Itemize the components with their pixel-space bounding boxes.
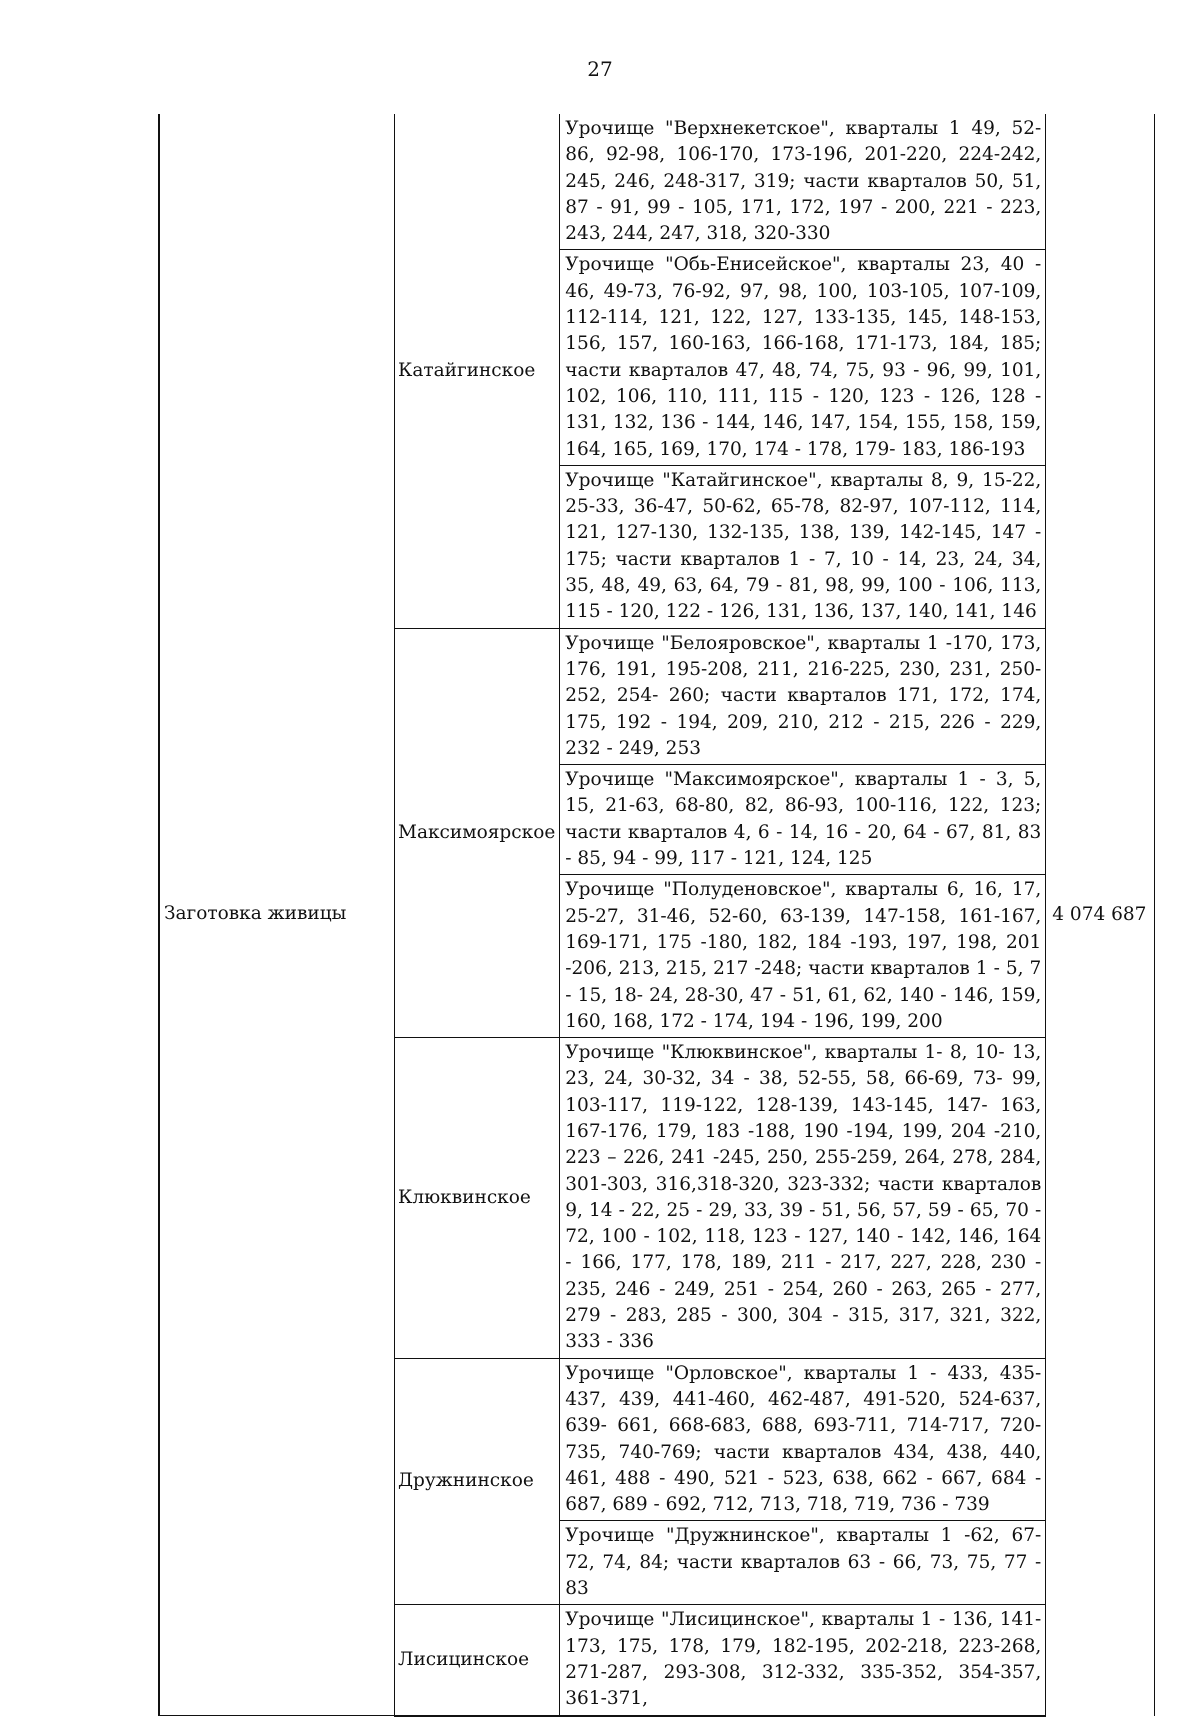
forestry-cell: Максимоярское — [395, 628, 560, 1037]
forestry-cell: Дружнинское — [395, 1358, 560, 1605]
tract-cell: Урочище "Обь-Енисейское", кварталы 23, 40 - 46, 49-73, 76-92, 97, 98, 100, 103-105, 107-109, 112-114, 121, 122, 127, 133-135, 145, 148-153, 156, 157, 160-163, 166-168, 171-173, 184, 185; части кварталов 47, 48, 74, 75, 93 - 96, 99, 101, 102, 106, 110, 111, 115 - 120, 123 - 126, 128 - 131, 132, 136 - 144, 146, 147, 154, 155, 158, 159, 164, 165, 169, 170, 174 - 178, 179- 183, 186-193 — [560, 250, 1046, 465]
tract-cell: Урочище "Клюквинское", кварталы 1- 8, 10- 13, 23, 24, 30-32, 34 - 38, 52-55, 58, 66-69, 73- 99, 103-117, 119-122, 128-139, 143-145, 147- 163, 167-176, 179, 183 -188, 190 -194, 199, 204 -210, 223 – 226, 241 -245, 250, 255-259, 264, 278, 284, 301-303, 316,318-320, 323-332; части кварталов 9, 14 - 22, 25 - 29, 33, 39 - 51, 56, 57, 59 - 65, 70 - 72, 100 - 102, 118, 123 - 127, 140 - 142, 146, 164 - 166, 177, 178, 189, 211 - 217, 227, 228, 230 - 235, 246 - 249, 251 - 254, 260 - 263, 265 - 277, 279 - 283, 285 - 300, 304 - 315, 317, 321, 322, 333 - 336 — [560, 1038, 1046, 1359]
tract-cell: Урочище "Дружнинское", кварталы 1 -62, 67-72, 74, 84; части кварталов 63 - 66, 73, 75, 77 - 83 — [560, 1521, 1046, 1605]
tract-cell: Урочище "Верхнекетское", кварталы 1 49, 52-86, 92-98, 106-170, 173-196, 201-220, 224-242, 245, 246, 248-317, 319; части кварталов 50, 51, 87 - 91, 99 - 105, 171, 172, 197 - 200, 221 - 223, 243, 244, 247, 318, 320-330 — [560, 114, 1046, 250]
page-number: 27 — [587, 57, 613, 81]
tract-cell: Урочище "Белояровское", кварталы 1 -170, 173, 176, 191, 195-208, 211, 216-225, 230, 231, 250-252, 254- 260; части кварталов 171, 172, 174, 175, 192 - 194, 209, 210, 212 - 215, 226 - 229, 232 - 249, 253 — [560, 628, 1046, 764]
tract-cell: Урочище "Полуденовское", кварталы 6, 16, 17, 25-27, 31-46, 52-60, 63-139, 147-158, 161-167, 169-171, 175 -180, 182, 184 -193, 197, 198, 201 -206, 213, 215, 217 -248; части кварталов 1 - 5, 7 - 15, 18- 24, 28-30, 47 - 51, 61, 62, 140 - 146, 159, 160, 168, 172 - 174, 194 - 196, 199, 200 — [560, 875, 1046, 1038]
tract-cell: Урочище "Максимоярское", кварталы 1 - 3, 5, 15, 21-63, 68-80, 82, 86-93, 100-116, 122, 123; части кварталов 4, 6 - 14, 16 - 20, 64 - 67, 81, 83 - 85, 94 - 99, 117 - 121, 124, 125 — [560, 765, 1046, 875]
forest-use-table — [158, 114, 1155, 1717]
tract-cell: Урочище "Катайгинское", кварталы 8, 9, 15-22, 25-33, 36-47, 50-62, 65-78, 82-97, 107-112, 114, 121, 127-130, 132-135, 138, 139, 142-145, 147 - 175; части кварталов 1 - 7, 10 - 14, 23, 24, 34, 35, 48, 49, 63, 64, 79 - 81, 98, 99, 100 - 106, 113, 115 - 120, 122 - 126, 131, 136, 137, 140, 141, 146 — [560, 465, 1046, 628]
tract-cell: Урочище "Орловское", кварталы 1 - 433, 435-437, 439, 441-460, 462-487, 491-520, 524-637, 639- 661, 668-683, 688, 693-711, 714-717, 720-735, 740-769; части кварталов 434, 438, 440, 461, 488 - 490, 521 - 523, 638, 662 - 667, 684 - 687, 689 - 692, 712, 713, 718, 719, 736 - 739 — [560, 1358, 1046, 1521]
table-row — [159, 114, 1155, 250]
activity-cell: Заготовка живицы — [159, 114, 395, 1716]
forestry-cell: Клюквинское — [395, 1038, 560, 1359]
forestry-cell: Катайгинское — [395, 114, 560, 628]
forestry-cell: Лисицинское — [395, 1605, 560, 1716]
tract-cell: Урочище "Лисицинское", кварталы 1 - 136, 141-173, 175, 178, 179, 182-195, 202-218, 223-268, 271-287, 293-308, 312-332, 335-352, 354-357, 361-371, — [560, 1605, 1046, 1716]
volume-cell: 4 074 687 — [1046, 114, 1155, 1716]
